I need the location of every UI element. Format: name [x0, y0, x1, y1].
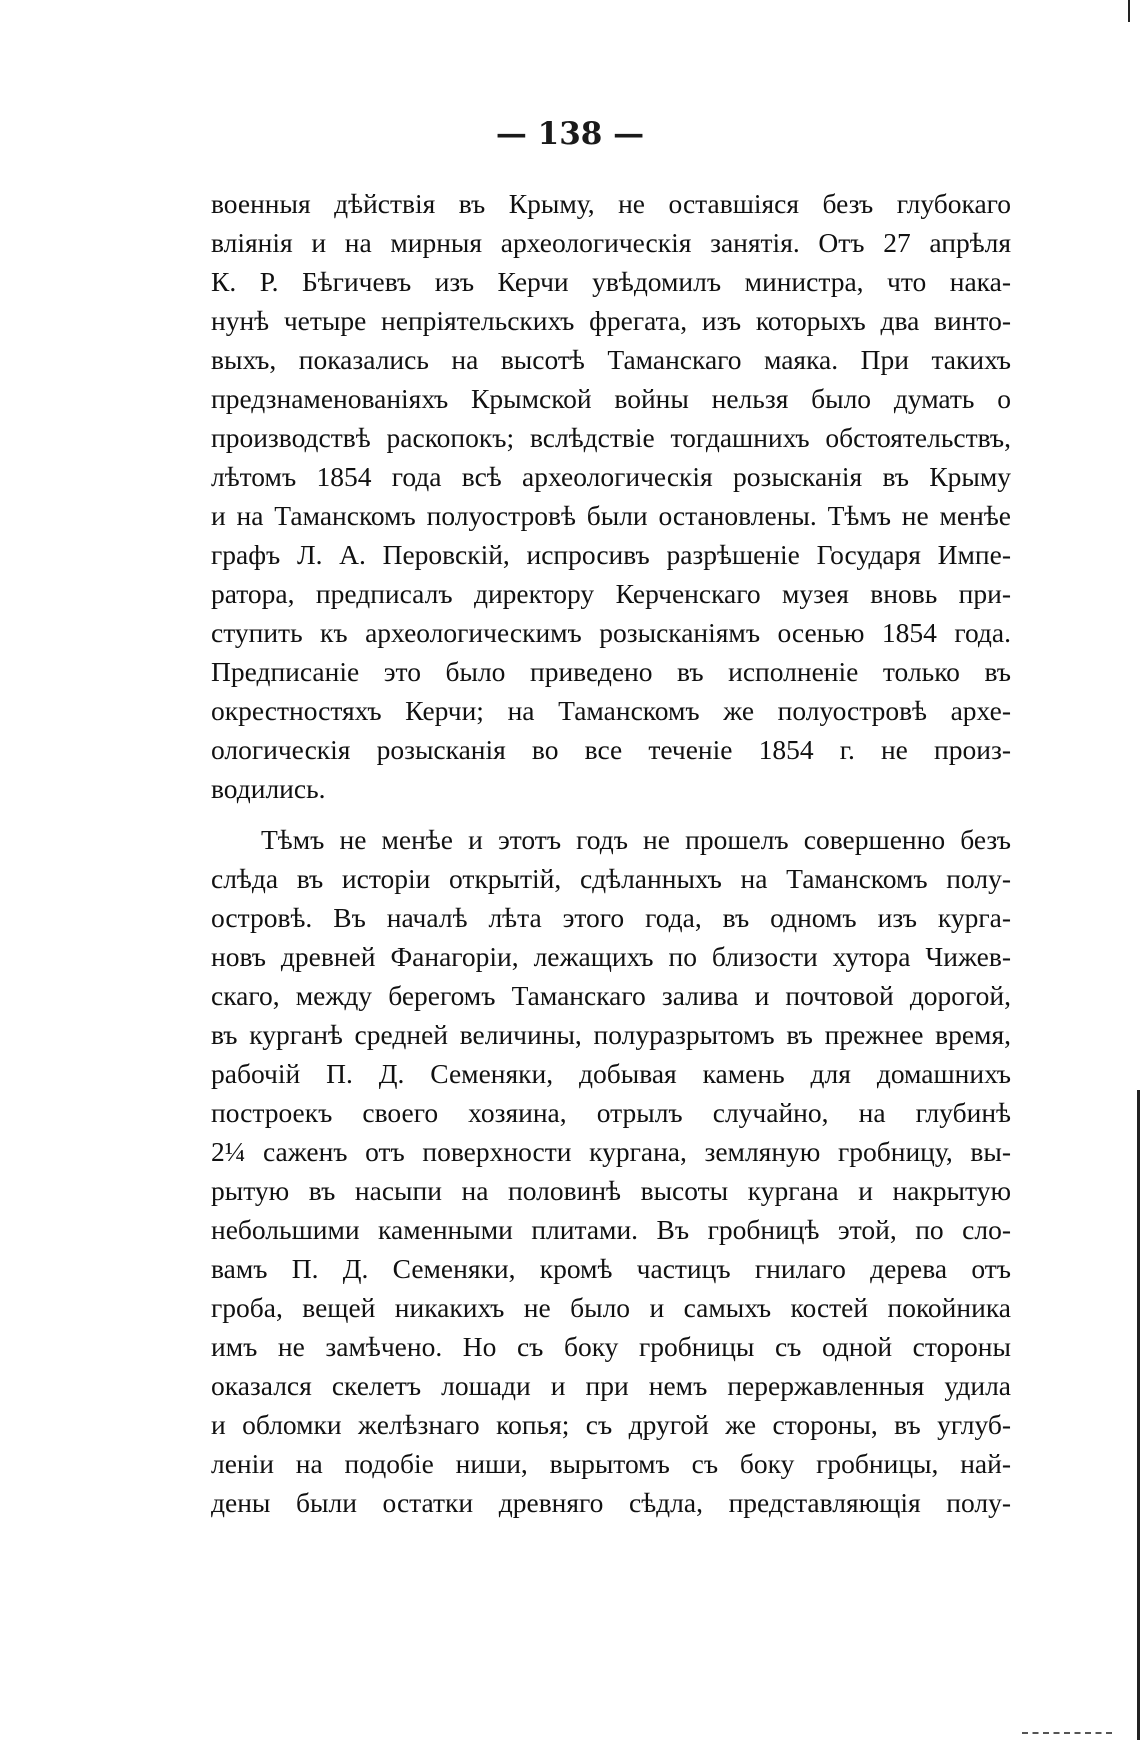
text-line: военныя дѣйствія въ Крыму, не оставшіяся безъ глубокаго: [211, 188, 1011, 219]
paragraph-1: [211, 184, 1011, 808]
text-line: слѣда въ исторіи открытій, сдѣланныхъ на Таманскомъ полу-: [211, 863, 1011, 894]
text-line: К. Р. Бѣгичевъ изъ Керчи увѣдомилъ министра, что нака-: [211, 266, 1011, 297]
text-line: рабочій П. Д. Семеняки, добывая камень для домашнихъ: [211, 1058, 1011, 1089]
text-line: оказался скелетъ лошади и при немъ перержавленныя удила: [211, 1370, 1011, 1401]
text-line: рытую въ насыпи на половинѣ высоты кургана и накрытую: [211, 1175, 1011, 1206]
text-line: вамъ П. Д. Семеняки, кромѣ частицъ гнилаго дерева отъ: [211, 1253, 1011, 1284]
text-line: водились.: [211, 773, 326, 804]
text-line: лѣтомъ 1854 года всѣ археологическія розысканія въ Крыму: [211, 461, 1011, 492]
text-line: окрестностяхъ Керчи; на Таманскомъ же полуостровѣ архе-: [211, 695, 1011, 726]
text-line: гроба, вещей никакихъ не было и самыхъ костей покойника: [211, 1292, 1011, 1323]
text-line: скаго, между берегомъ Таманскаго залива и почтовой дорогой,: [211, 980, 1011, 1011]
paragraph-gap: [211, 808, 1011, 820]
scan-edge-mark: [1128, 0, 1130, 22]
text-line: ступить къ археологическимъ розысканіямъ осенью 1854 года.: [211, 617, 1011, 648]
text-line: имъ не замѣчено. Но съ боку гробницы съ одной стороны: [211, 1331, 1011, 1362]
text-line: ратора, предписалъ директору Керченскаго музея вновь при-: [211, 578, 1011, 609]
text-line: вліянія и на мирныя археологическія занятія. Отъ 27 апрѣля: [211, 227, 1011, 258]
text-line: дены были остатки древняго сѣдла, представляющія полу-: [211, 1487, 1011, 1518]
body-text: [211, 184, 1011, 1522]
text-line: Тѣмъ не менѣе и этотъ годъ не прошелъ совершенно безъ: [261, 824, 1011, 855]
text-line: производствѣ раскопокъ; вслѣдствіе тогдашнихъ обстоятельствъ,: [211, 422, 1011, 453]
text-line: построекъ своего хозяина, отрылъ случайно, на глубинѣ: [211, 1097, 1011, 1128]
text-line: новъ древней Фанагоріи, лежащихъ по близости хутора Чижев-: [211, 941, 1011, 972]
text-line: островѣ. Въ началѣ лѣта этого года, въ одномъ изъ курга-: [211, 902, 1011, 933]
paragraph-2: [211, 820, 1011, 1522]
text-line: леніи на подобіе ниши, вырытомъ съ боку гробницы, най-: [211, 1448, 1011, 1479]
text-line: предзнаменованіяхъ Крымской войны нельзя было думать о: [211, 383, 1011, 414]
text-line: выхъ, показались на высотѣ Таманскаго маяка. При такихъ: [211, 344, 1011, 375]
text-line: въ курганѣ средней величины, полуразрытомъ въ прежнее время,: [211, 1019, 1011, 1050]
scan-bottom-mark: [1022, 1732, 1112, 1736]
text-line: Предписаніе это было приведено въ исполненіе только въ: [211, 656, 1011, 687]
text-line: и на Таманскомъ полуостровѣ были остановлены. Тѣмъ не менѣе: [211, 500, 1011, 531]
page-number: — 138 —: [495, 116, 645, 152]
text-line: нунѣ четыре непріятельскихъ фрегата, изъ которыхъ два винто-: [211, 305, 1011, 336]
text-line: графъ Л. А. Перовскій, испросивъ разрѣшеніе Государя Импе-: [211, 539, 1011, 570]
text-line: и обломки желѣзнаго копья; съ другой же стороны, въ углуб-: [211, 1409, 1011, 1440]
text-line: небольшими каменными плитами. Въ гробницѣ этой, по сло-: [211, 1214, 1011, 1245]
text-line: 2¼ саженъ отъ поверхности кургана, земляную гробницу, вы-: [211, 1136, 1011, 1167]
text-line: ологическія розысканія во все теченіе 1854 г. не произ-: [211, 734, 1011, 765]
